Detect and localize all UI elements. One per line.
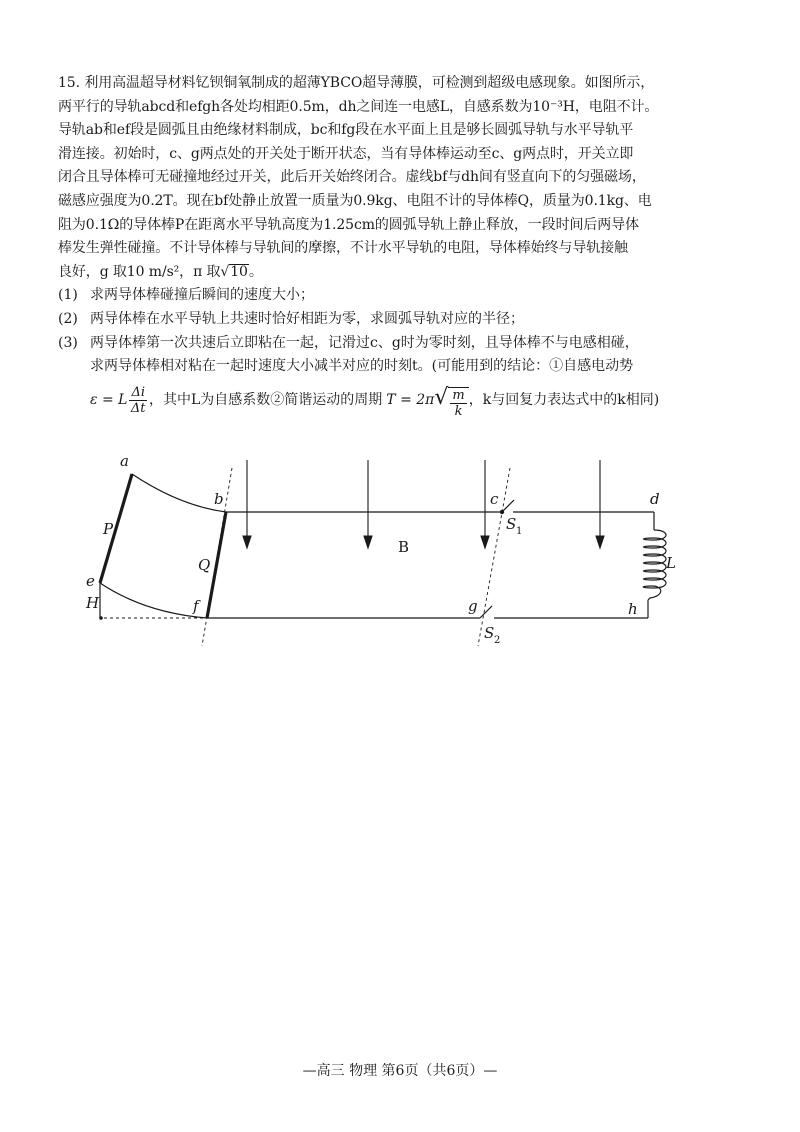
point-h-base xyxy=(99,616,103,620)
radical-body xyxy=(448,387,468,419)
label-h: h xyxy=(628,600,638,618)
label-c: c xyxy=(490,490,499,508)
label-s1-sub: 1 xyxy=(516,526,523,537)
question-text: 两导体棒第一次共速后立即粘在一起，记滑过c、g时为零时刻，且导体棒不与电感相碰， xyxy=(90,334,639,351)
problem-line: 闭合且导体棒可无碰撞地经过开关，此后开关始终闭合。虚线bf与dh间有竖直向下的匀强磁场， xyxy=(58,169,646,186)
fraction-denominator: Δt xyxy=(130,401,146,417)
question-text: 两导体棒在水平导轨上共速时恰好相距为零，求圆弧导轨对应的半径； xyxy=(90,310,524,327)
label-l: L xyxy=(666,554,676,572)
emf-formula: ε = L xyxy=(90,391,128,408)
problem-line: 两平行的导轨abcd和efgh各处均相距0.5m，dh之间连一电感L，自感系数为10⁻³H，电阻不计。 xyxy=(58,98,659,115)
contact-c xyxy=(500,510,504,514)
label-e: e xyxy=(86,572,95,590)
label-q: Q xyxy=(198,556,211,574)
problem-line: 阻为0.1Ω的导体棒P在距离水平导轨高度为1.25cm的圆弧导轨上静止释放，一段时间后两导体 xyxy=(58,216,639,233)
inductor-coil xyxy=(643,530,666,600)
period-formula: T = 2π xyxy=(386,391,435,408)
magnetic-field-arrows xyxy=(243,460,604,548)
question-number: (2) xyxy=(58,310,78,327)
arc-rail-ab xyxy=(132,474,226,512)
question-text: 求两导体棒碰撞后瞬间的速度大小； xyxy=(90,287,314,304)
label-d: d xyxy=(650,490,660,508)
rods xyxy=(100,474,226,618)
problem-line: 棒发生弹性碰撞。不计导体棒与导轨间的摩擦，不计水平导轨的电阻，导体棒始终与导轨接触 xyxy=(58,240,628,257)
label-height: H xyxy=(86,594,100,612)
label-p: P xyxy=(103,520,114,538)
problem-line: 滑连接。初始时，c、g两点处的开关处于断开状态，当有导体棒运动至c、g两点时，开关立即 xyxy=(58,145,634,162)
fraction-numerator: m xyxy=(452,387,465,403)
problem-line: 磁感应强度为0.2T。现在bf处静止放置一质量为0.9kg、电阻不计的导体棒Q，质量为0.1kg、电 xyxy=(58,192,652,209)
question-3-line-2: 求两导体棒相对粘在一起时速度大小减半对应的时刻t。(可能用到的结论：①自感电动势 xyxy=(90,358,634,375)
radical-sign: √ xyxy=(434,384,449,410)
diagram-labels xyxy=(85,452,676,646)
problem-line: 导轨ab和ef段是圆弧且由绝缘材料制成，bc和fg段在水平面上且是够长圆弧导轨与水平导轨平 xyxy=(58,122,634,139)
label-s2: S xyxy=(484,624,495,642)
period-sqrt xyxy=(434,383,468,419)
switch-s1 xyxy=(502,500,514,512)
problem-line-last xyxy=(58,261,738,285)
question-3 xyxy=(58,332,738,356)
question-number: (1) xyxy=(58,287,78,304)
question-2 xyxy=(58,308,738,332)
formula-end-text: ，k与回复力表达式中的k相同) xyxy=(468,391,660,408)
emf-fraction xyxy=(129,385,147,416)
problem-line: 15. 利用高温超导材料钇钡铜氧制成的超薄YBCO超导薄膜，可检测到超级电感现象。如图所示， xyxy=(58,75,655,91)
label-s1: S xyxy=(506,515,517,533)
label-b-field: B xyxy=(398,538,410,556)
last-line-end: 。 xyxy=(248,263,263,280)
label-g: g xyxy=(468,597,478,615)
mass-over-k-fraction xyxy=(450,388,466,419)
last-line-text: 良好，g 取10 m/s²，π 取 xyxy=(58,263,221,280)
problem-text xyxy=(58,72,738,423)
rail-diagram xyxy=(0,448,800,648)
question-number: (3) xyxy=(58,334,78,351)
question-3-formula-line xyxy=(58,379,738,423)
field-boundaries xyxy=(104,468,510,646)
question-1 xyxy=(58,284,738,308)
fraction-denominator: k xyxy=(454,403,463,419)
formula-middle-text: ，其中L为自感系数②简谐运动的周期 xyxy=(149,391,383,408)
label-f: f xyxy=(193,597,199,615)
sqrt-symbol: √ xyxy=(220,263,230,280)
rails xyxy=(100,474,654,618)
label-b: b xyxy=(214,490,224,508)
label-a: a xyxy=(120,452,129,470)
arc-rail-ef xyxy=(100,583,207,618)
fraction-numerator: Δi xyxy=(131,385,145,401)
page-footer: —高三 物理 第6页（共6页）— xyxy=(302,1063,498,1079)
sqrt-value: 10 xyxy=(230,263,248,280)
label-s2-sub: 2 xyxy=(494,635,501,646)
switch-s2 xyxy=(480,606,492,618)
